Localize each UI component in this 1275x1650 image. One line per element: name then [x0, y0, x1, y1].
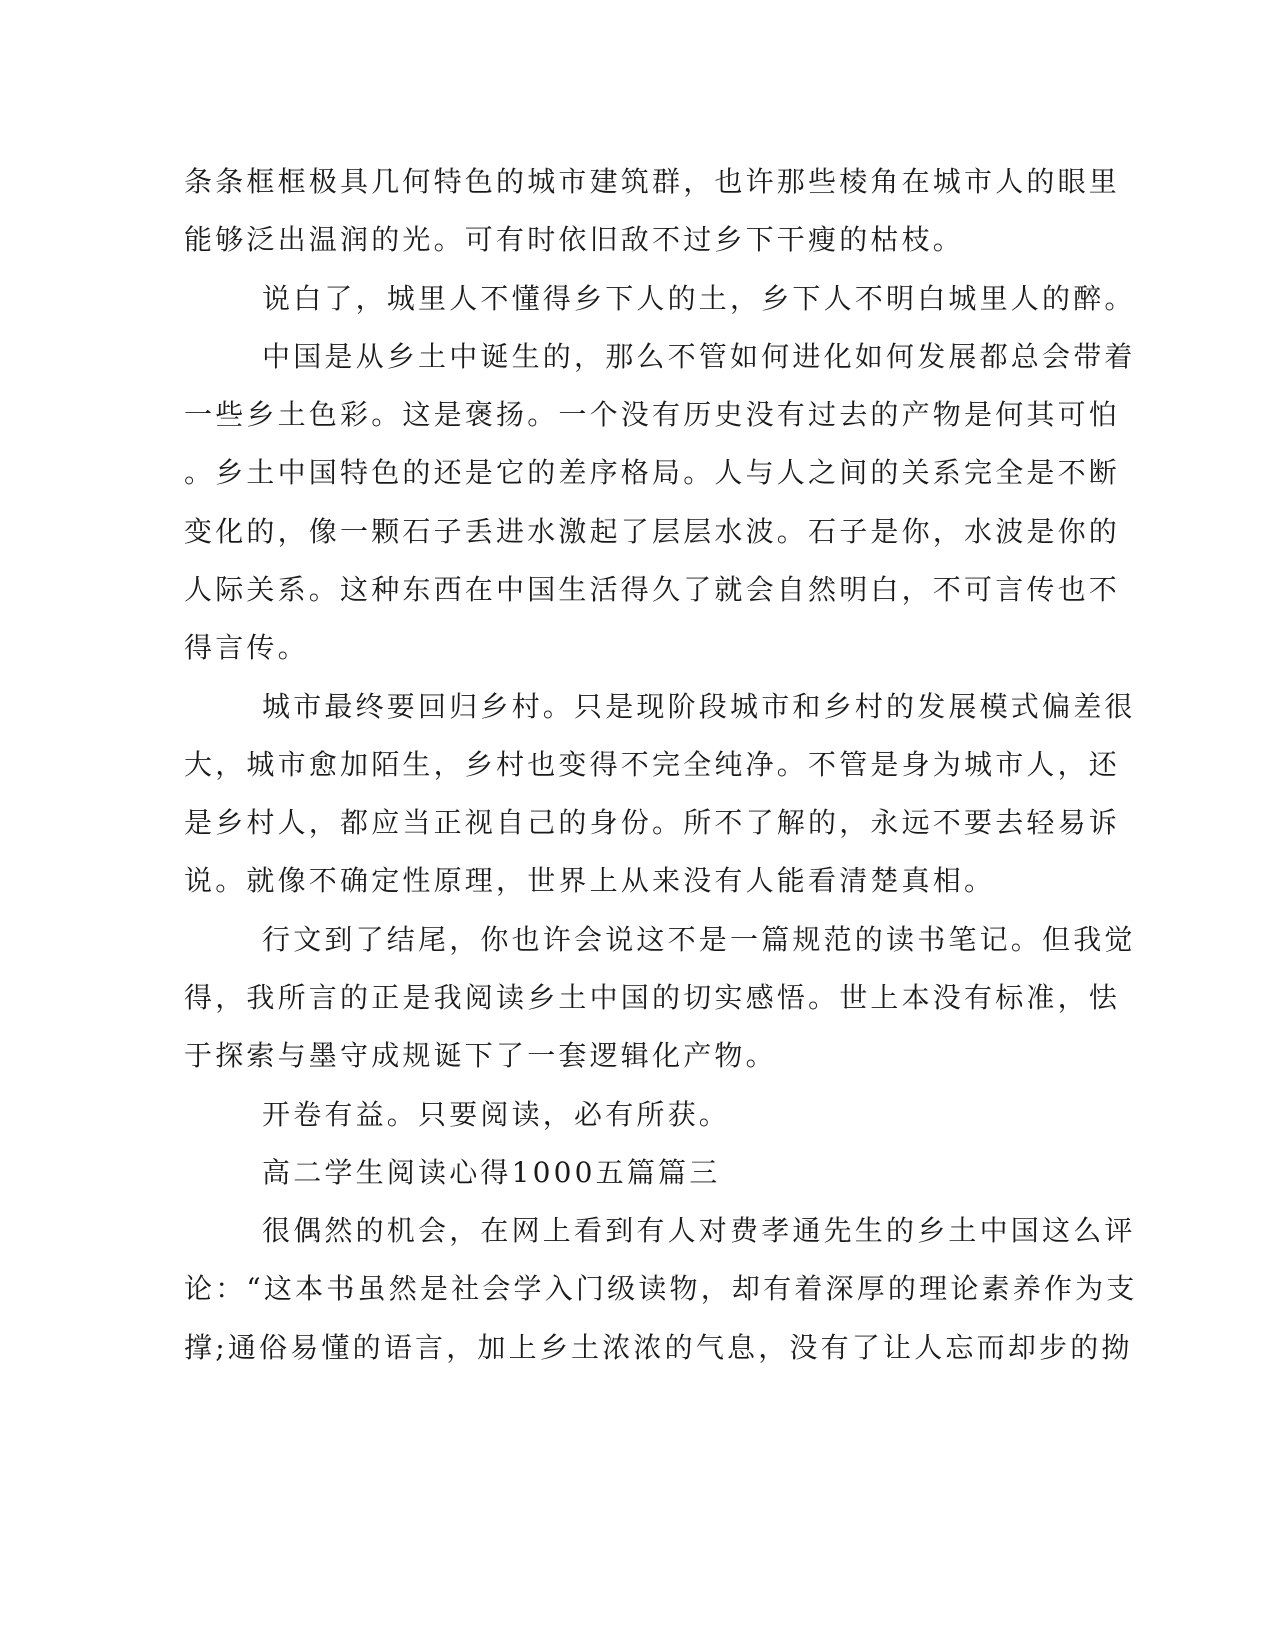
text-line: 能够泛出温润的光。可有时依旧敌不过乡下干瘦的枯枝。 [184, 223, 965, 256]
paragraph-first-line: 很偶然的机会，在网上看到有人对费孝通先生的乡土中国这么评 [262, 1214, 1136, 1247]
text-line: 论：“这本书虽然是社会学入门级读物，却有着深厚的理论素养作为支 [184, 1272, 1138, 1305]
text-line: 得言传。 [184, 631, 309, 664]
text-line: 说。就像不确定性原理，世界上从来没有人能看清楚真相。 [184, 864, 996, 897]
text-line: 撑;通俗易懂的语言，加上乡土浓浓的气息，没有了让人忘而却步的拗 [184, 1331, 1133, 1364]
text-line: 是乡村人，都应当正视自己的身份。所不了解的，永远不要去轻易诉 [184, 806, 1121, 839]
paragraph-first-line: 说白了，城里人不懂得乡下人的土，乡下人不明白城里人的醉。 [262, 282, 1136, 315]
text-line: 变化的，像一颗石子丢进水激起了层层水波。石子是你，水波是你的 [184, 515, 1121, 548]
section-heading: 高二学生阅读心得1000五篇篇三 [262, 1156, 721, 1189]
text-line: 。乡土中国特色的还是它的差序格局。人与人之间的关系完全是不断 [184, 456, 1121, 489]
text-line: 人际关系。这种东西在中国生活得久了就会自然明白，不可言传也不 [184, 573, 1121, 606]
paragraph-first-line: 开卷有益。只要阅读，必有所获。 [262, 1098, 731, 1131]
paragraph-first-line: 城市最终要回归乡村。只是现阶段城市和乡村的发展模式偏差很 [262, 690, 1136, 723]
text-line: 得，我所言的正是我阅读乡土中国的切实感悟。世上本没有标准，怯 [184, 981, 1121, 1014]
paragraph-first-line: 中国是从乡土中诞生的，那么不管如何进化如何发展都总会带着 [262, 340, 1136, 373]
text-line: 条条框框极具几何特色的城市建筑群，也许那些棱角在城市人的眼里 [184, 165, 1121, 198]
text-line: 一些乡土色彩。这是褒扬。一个没有历史没有过去的产物是何其可怕 [184, 398, 1121, 431]
paragraph-first-line: 行文到了结尾，你也许会说这不是一篇规范的读书笔记。但我觉 [262, 923, 1136, 956]
text-line: 大，城市愈加陌生，乡村也变得不完全纯净。不管是身为城市人，还 [184, 748, 1121, 781]
text-line: 于探索与墨守成规诞下了一套逻辑化产物。 [184, 1039, 777, 1072]
